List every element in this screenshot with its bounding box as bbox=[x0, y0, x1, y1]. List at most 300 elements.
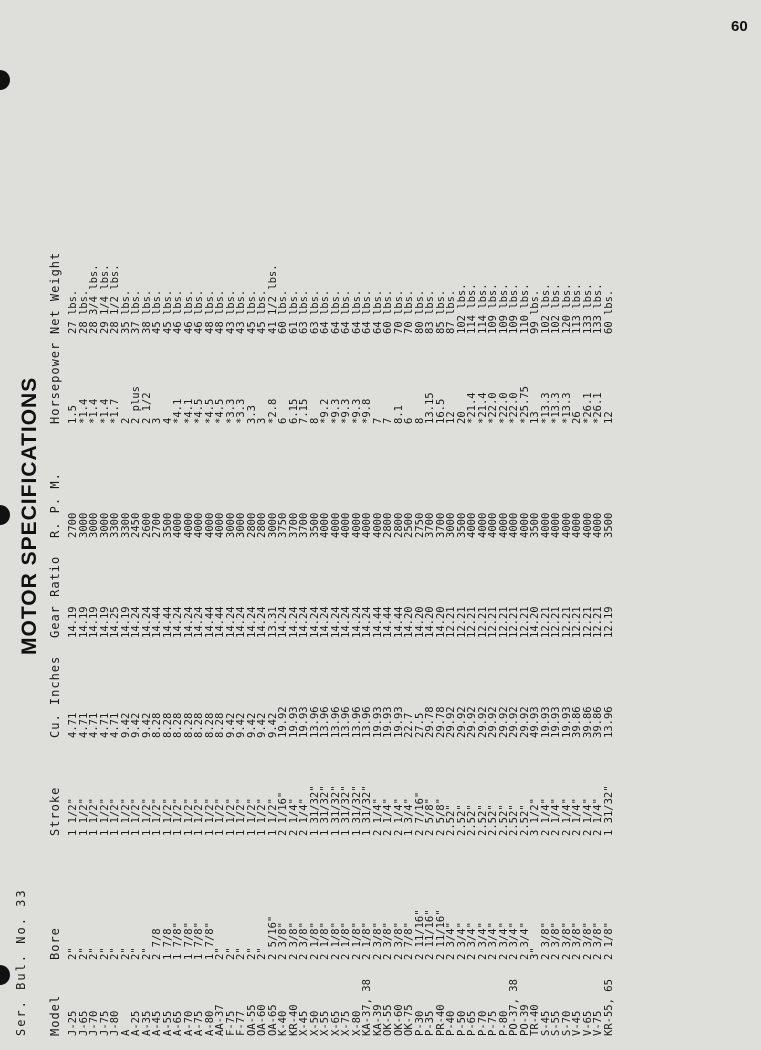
cell-bore: 2" bbox=[214, 947, 226, 960]
cell-rpm: 2700 bbox=[151, 512, 163, 538]
cell-stroke: 2.52" bbox=[476, 804, 489, 836]
cell-net-weight: 102 lbs. bbox=[539, 283, 552, 334]
cell-cu-inches: 19.93 bbox=[550, 706, 562, 738]
cell-bore: 2 3/8" bbox=[550, 922, 562, 960]
table-row bbox=[446, 224, 457, 1036]
cell-model: J-25 bbox=[67, 1010, 79, 1036]
cell-gear-ratio: 12.21 bbox=[592, 606, 604, 638]
cell-rpm: 4000 bbox=[508, 512, 520, 538]
cell-model: OA-65 bbox=[266, 1004, 279, 1036]
cell-cu-inches: 9.42 bbox=[119, 712, 132, 738]
cell-horsepower: *26.1 bbox=[592, 392, 604, 424]
table-row bbox=[257, 224, 268, 1036]
cell-horsepower: *22.0 bbox=[508, 392, 520, 424]
cell-cu-inches: 19.93 bbox=[298, 706, 310, 738]
cell-stroke: 1 1/2" bbox=[119, 798, 132, 836]
column-header-bore: Bore bbox=[48, 927, 62, 960]
cell-gear-ratio: 14.24 bbox=[130, 606, 142, 638]
cell-cu-inches: 4.71 bbox=[88, 712, 100, 738]
cell-model: AA-37 bbox=[214, 1004, 226, 1036]
cell-model: X-50 bbox=[308, 1010, 321, 1036]
cell-horsepower: 4 bbox=[161, 417, 174, 424]
cell-bore: 2 3/8" bbox=[371, 922, 384, 960]
cell-net-weight: 41 1/2 lbs. bbox=[266, 264, 279, 334]
cell-horsepower: 7 bbox=[382, 417, 394, 424]
cell-net-weight: 46 lbs. bbox=[172, 289, 184, 334]
cell-bore: 2 1/8" bbox=[340, 922, 352, 960]
cell-stroke: 1 1/2" bbox=[77, 798, 90, 836]
cell-cu-inches: 29.92 bbox=[508, 706, 520, 738]
cell-rpm: 4000 bbox=[361, 512, 373, 538]
cell-cu-inches: 9.42 bbox=[224, 712, 237, 738]
cell-bore: 2 3/4" bbox=[497, 922, 510, 960]
cell-stroke: 1 31/32" bbox=[361, 785, 373, 836]
cell-net-weight: 70 lbs. bbox=[392, 289, 405, 334]
table-body bbox=[68, 224, 614, 1036]
cell-gear-ratio: 14.24 bbox=[277, 606, 289, 638]
cell-gear-ratio: 14.19 bbox=[88, 606, 100, 638]
cell-stroke: 2 1/4" bbox=[571, 798, 583, 836]
cell-stroke: 1 1/2" bbox=[235, 798, 247, 836]
cell-model: K-40 bbox=[277, 1010, 289, 1036]
cell-gear-ratio: 14.44 bbox=[371, 606, 384, 638]
cell-rpm: 4000 bbox=[497, 512, 510, 538]
cell-model: A-35 bbox=[140, 1010, 153, 1036]
cell-cu-inches: 8.28 bbox=[151, 712, 163, 738]
cell-rpm: 4000 bbox=[350, 512, 363, 538]
cell-cu-inches: 4.71 bbox=[109, 712, 121, 738]
cell-model: OK-55 bbox=[382, 1004, 394, 1036]
cell-cu-inches: 13.96 bbox=[329, 706, 342, 738]
cell-net-weight: 109 lbs. bbox=[497, 283, 510, 334]
column-header-stroke: Stroke bbox=[48, 786, 62, 836]
cell-model: OA-60 bbox=[256, 1004, 268, 1036]
cell-horsepower: 6 bbox=[277, 417, 289, 424]
cell-horsepower: *1.4 bbox=[98, 398, 111, 424]
cell-gear-ratio: 14.44 bbox=[392, 606, 405, 638]
cell-net-weight: 35 lbs. bbox=[119, 289, 132, 334]
cell-net-weight: 109 lbs. bbox=[487, 283, 499, 334]
cell-stroke: 2 5/8" bbox=[424, 798, 436, 836]
cell-gear-ratio: 12.21 bbox=[497, 606, 510, 638]
cell-rpm: 3500 bbox=[529, 512, 541, 538]
cell-bore: 2 3/4" bbox=[455, 922, 468, 960]
cell-model: OK-75 bbox=[403, 1004, 415, 1036]
cell-stroke: 1 31/32" bbox=[350, 785, 363, 836]
cell-horsepower: *22.0 bbox=[487, 392, 499, 424]
cell-horsepower: 12 bbox=[602, 411, 615, 424]
cell-horsepower: 8 bbox=[413, 417, 426, 424]
cell-horsepower: 7.15 bbox=[298, 398, 310, 424]
cell-gear-ratio: 12.21 bbox=[476, 606, 489, 638]
cell-horsepower: *4.1 bbox=[182, 398, 195, 424]
cell-cu-inches: 9.42 bbox=[256, 712, 268, 738]
cell-net-weight: 110 lbs. bbox=[518, 283, 531, 334]
cell-cu-inches: 4.71 bbox=[77, 712, 90, 738]
cell-gear-ratio: 14.44 bbox=[161, 606, 174, 638]
table-row bbox=[131, 224, 142, 1036]
cell-model: F-77 bbox=[235, 1010, 247, 1036]
cell-bore: 2 3/8" bbox=[539, 922, 552, 960]
cell-cu-inches: 19.93 bbox=[287, 706, 300, 738]
cell-gear-ratio: 12.21 bbox=[550, 606, 562, 638]
cell-horsepower: *9.2 bbox=[319, 398, 331, 424]
cell-gear-ratio: 14.24 bbox=[172, 606, 184, 638]
cell-bore: 2" bbox=[245, 947, 258, 960]
cell-horsepower: 26 bbox=[571, 411, 583, 424]
cell-gear-ratio: 12.21 bbox=[571, 606, 583, 638]
table-row bbox=[488, 224, 499, 1036]
cell-horsepower: 13 bbox=[529, 411, 541, 424]
cell-rpm: 2800 bbox=[256, 512, 268, 538]
cell-net-weight: 64 lbs. bbox=[340, 289, 352, 334]
cell-horsepower: 8 bbox=[308, 417, 321, 424]
cell-stroke: 1 1/2" bbox=[224, 798, 237, 836]
cell-gear-ratio: 12.21 bbox=[487, 606, 499, 638]
cell-rpm: 3750 bbox=[277, 512, 289, 538]
cell-rpm: 3000 bbox=[445, 512, 457, 538]
table-row bbox=[425, 224, 436, 1036]
cell-stroke: 2 1/4" bbox=[560, 798, 573, 836]
table-row bbox=[278, 224, 289, 1036]
cell-net-weight: 109 lbs. bbox=[508, 283, 520, 334]
cell-rpm: 4000 bbox=[193, 512, 205, 538]
cell-gear-ratio: 14.24 bbox=[224, 606, 237, 638]
cell-gear-ratio: 14.44 bbox=[382, 606, 394, 638]
cell-rpm: 3500 bbox=[455, 512, 468, 538]
cell-bore: 2 1/8" bbox=[319, 922, 331, 960]
cell-gear-ratio: 12.21 bbox=[560, 606, 573, 638]
cell-bore: 1 7/8" bbox=[193, 922, 205, 960]
column-header-gear-ratio: Gear Ratio bbox=[48, 555, 62, 638]
cell-rpm: 4000 bbox=[571, 512, 583, 538]
cell-net-weight: 46 lbs. bbox=[193, 289, 205, 334]
cell-horsepower: 16.5 bbox=[434, 398, 447, 424]
cell-stroke: 2.52" bbox=[445, 804, 457, 836]
cell-horsepower: 6.15 bbox=[287, 398, 300, 424]
cell-model: A-75 bbox=[193, 1010, 205, 1036]
cell-stroke: 1 1/2" bbox=[256, 798, 268, 836]
cell-cu-inches: 22.7 bbox=[403, 712, 415, 738]
cell-bore: 2" bbox=[256, 947, 268, 960]
cell-rpm: 3500 bbox=[308, 512, 321, 538]
cell-model: A-55 bbox=[161, 1010, 174, 1036]
cell-stroke: 2 5/8" bbox=[434, 798, 447, 836]
cell-horsepower: *3.3 bbox=[224, 398, 237, 424]
cell-bore: 2 3/8" bbox=[287, 922, 300, 960]
cell-rpm: 3000 bbox=[98, 512, 111, 538]
cell-net-weight: 63 lbs. bbox=[298, 289, 310, 334]
cell-net-weight: 133 lbs. bbox=[581, 283, 594, 334]
cell-bore: 2" bbox=[98, 947, 111, 960]
cell-gear-ratio: 14.44 bbox=[151, 606, 163, 638]
cell-gear-ratio: 14.19 bbox=[77, 606, 90, 638]
cell-rpm: 3000 bbox=[235, 512, 247, 538]
cell-bore: 2 1/8" bbox=[602, 922, 615, 960]
cell-stroke: 2 1/4" bbox=[581, 798, 594, 836]
table-row bbox=[572, 224, 583, 1036]
cell-gear-ratio: 14.20 bbox=[403, 606, 415, 638]
cell-gear-ratio: 12.21 bbox=[581, 606, 594, 638]
cell-bore: 2 3/8" bbox=[560, 922, 573, 960]
cell-model: A-45 bbox=[151, 1010, 163, 1036]
cell-rpm: 4000 bbox=[340, 512, 352, 538]
cell-cu-inches: 8.28 bbox=[193, 712, 205, 738]
cell-rpm: 4000 bbox=[550, 512, 562, 538]
cell-gear-ratio: 12.21 bbox=[445, 606, 457, 638]
cell-cu-inches: 39.86 bbox=[581, 706, 594, 738]
cell-stroke: 2.52" bbox=[455, 804, 468, 836]
cell-cu-inches: 39.86 bbox=[571, 706, 583, 738]
cell-net-weight: 60 lbs. bbox=[277, 289, 289, 334]
cell-rpm: 4000 bbox=[539, 512, 552, 538]
table-row bbox=[320, 224, 331, 1036]
cell-cu-inches: 8.28 bbox=[172, 712, 184, 738]
cell-cu-inches: 4.71 bbox=[98, 712, 111, 738]
cell-gear-ratio: 14.24 bbox=[329, 606, 342, 638]
cell-model: TR-40 bbox=[529, 1004, 541, 1036]
table-header-row bbox=[48, 224, 68, 1036]
cell-net-weight: 113 lbs. bbox=[571, 283, 583, 334]
cell-cu-inches: 29.78 bbox=[434, 706, 447, 738]
cell-cu-inches: 9.42 bbox=[235, 712, 247, 738]
cell-cu-inches: 39.86 bbox=[592, 706, 604, 738]
cell-model: P-65 bbox=[466, 1010, 478, 1036]
cell-stroke: 1 1/2" bbox=[98, 798, 111, 836]
table-row bbox=[509, 224, 520, 1036]
cell-rpm: 3300 bbox=[109, 512, 121, 538]
cell-horsepower: 8.1 bbox=[392, 405, 405, 424]
cell-model: J-80 bbox=[109, 1010, 121, 1036]
cell-model: S-70 bbox=[560, 1010, 573, 1036]
cell-net-weight: 70 lbs. bbox=[403, 289, 415, 334]
cell-net-weight: 64 lbs. bbox=[319, 289, 331, 334]
table-row bbox=[89, 224, 100, 1036]
cell-model: OK-60 bbox=[392, 1004, 405, 1036]
cell-rpm: 3000 bbox=[77, 512, 90, 538]
cell-cu-inches: 19.93 bbox=[392, 706, 405, 738]
cell-gear-ratio: 14.24 bbox=[308, 606, 321, 638]
cell-rpm: 4000 bbox=[214, 512, 226, 538]
page-number: 60 bbox=[731, 18, 748, 35]
cell-bore: 2 1/8" bbox=[329, 922, 342, 960]
cell-model: J-75 bbox=[98, 1010, 111, 1036]
cell-bore: 1 7/8 bbox=[161, 928, 174, 960]
cell-cu-inches: 29.92 bbox=[518, 706, 531, 738]
cell-rpm: 4000 bbox=[581, 512, 594, 538]
cell-rpm: 3500 bbox=[161, 512, 174, 538]
cell-model: J-65 bbox=[77, 1010, 90, 1036]
cell-net-weight: 48 lbs. bbox=[214, 289, 226, 334]
cell-net-weight: 114 lbs. bbox=[466, 283, 478, 334]
cell-bore: 2" bbox=[88, 947, 100, 960]
cell-model: P-40 bbox=[445, 1010, 457, 1036]
cell-rpm: 3000 bbox=[266, 512, 279, 538]
cell-bore: 2 11/16" bbox=[424, 909, 436, 960]
cell-cu-inches: 8.28 bbox=[214, 712, 226, 738]
cell-gear-ratio: 14.19 bbox=[119, 606, 132, 638]
cell-model: X-65 bbox=[329, 1010, 342, 1036]
cell-model: P-70 bbox=[476, 1010, 489, 1036]
cell-net-weight: 28 1/2 lbs. bbox=[109, 264, 121, 334]
cell-bore: 2 3/4" bbox=[466, 922, 478, 960]
cell-model: PO-37, 38 bbox=[508, 979, 520, 1036]
cell-cu-inches: 19.93 bbox=[560, 706, 573, 738]
cell-horsepower: *4.5 bbox=[214, 398, 226, 424]
column-header-horsepower: Horsepower bbox=[48, 341, 62, 424]
table-row bbox=[593, 224, 604, 1036]
cell-cu-inches: 19.93 bbox=[371, 706, 384, 738]
cell-cu-inches: 9.42 bbox=[130, 712, 142, 738]
cell-net-weight: 102 lbs. bbox=[550, 283, 562, 334]
cell-horsepower: *9.8 bbox=[361, 398, 373, 424]
cell-net-weight: 45 lbs. bbox=[151, 289, 163, 334]
cell-cu-inches: 29.92 bbox=[497, 706, 510, 738]
cell-stroke: 2.52" bbox=[466, 804, 478, 836]
cell-horsepower: *9.3 bbox=[329, 398, 342, 424]
cell-cu-inches: 29.92 bbox=[455, 706, 468, 738]
table-row bbox=[299, 224, 310, 1036]
cell-stroke: 1 1/2" bbox=[88, 798, 100, 836]
table-row bbox=[152, 224, 163, 1036]
cell-bore: 2" bbox=[77, 947, 90, 960]
table-row bbox=[110, 224, 121, 1036]
cell-model: P-50 bbox=[455, 1010, 468, 1036]
cell-rpm: 3700 bbox=[287, 512, 300, 538]
cell-model: PO-39 bbox=[518, 1004, 531, 1036]
cell-stroke: 2 1/4" bbox=[392, 798, 405, 836]
cell-horsepower: *9.3 bbox=[340, 398, 352, 424]
cell-stroke: 1 1/2" bbox=[67, 798, 79, 836]
cell-gear-ratio: 14.20 bbox=[434, 606, 447, 638]
cell-cu-inches: 13.96 bbox=[308, 706, 321, 738]
column-header-net-weight: Net Weight bbox=[48, 251, 62, 334]
cell-horsepower: *9.3 bbox=[350, 398, 363, 424]
cell-gear-ratio: 14.24 bbox=[319, 606, 331, 638]
cell-cu-inches: 13.96 bbox=[350, 706, 363, 738]
cell-stroke: 1 3/4" bbox=[403, 798, 415, 836]
cell-stroke: 2 1/4" bbox=[539, 798, 552, 836]
cell-model: A-80 bbox=[203, 1010, 216, 1036]
cell-net-weight: 64 lbs. bbox=[371, 289, 384, 334]
cell-stroke: 1 31/32" bbox=[308, 785, 321, 836]
cell-model: V-75 bbox=[592, 1010, 604, 1036]
column-header-rpm: R. P. M. bbox=[48, 472, 62, 538]
cell-bore: 2 3/8" bbox=[392, 922, 405, 960]
cell-horsepower: 13.15 bbox=[424, 392, 436, 424]
cell-model: J-70 bbox=[88, 1010, 100, 1036]
cell-rpm: 4000 bbox=[466, 512, 478, 538]
cell-bore: 2 3/8" bbox=[277, 922, 289, 960]
cell-rpm: 4000 bbox=[518, 512, 531, 538]
cell-bore: 2 3/8" bbox=[592, 922, 604, 960]
cell-model: X-80 bbox=[350, 1010, 363, 1036]
table-row bbox=[194, 224, 205, 1036]
cell-stroke: 2.52" bbox=[518, 804, 531, 836]
cell-cu-inches: 8.28 bbox=[182, 712, 195, 738]
table-row bbox=[236, 224, 247, 1036]
cell-gear-ratio: 12.21 bbox=[518, 606, 531, 638]
cell-cu-inches: 49.93 bbox=[529, 706, 541, 738]
cell-cu-inches: 4.71 bbox=[67, 712, 79, 738]
cell-bore: 2 5/16" bbox=[266, 915, 279, 960]
cell-horsepower: *26.1 bbox=[581, 392, 594, 424]
cell-horsepower: *4.5 bbox=[193, 398, 205, 424]
cell-stroke: 2 1/4" bbox=[371, 798, 384, 836]
cell-rpm: 2750 bbox=[413, 512, 426, 538]
cell-cu-inches: 29.92 bbox=[476, 706, 489, 738]
cell-model: X-75 bbox=[340, 1010, 352, 1036]
cell-horsepower: *1.7 bbox=[109, 398, 121, 424]
cell-horsepower: 3 bbox=[151, 417, 163, 424]
cell-bore: 2" bbox=[119, 947, 132, 960]
cell-model: P-80 bbox=[497, 1010, 510, 1036]
cell-gear-ratio: 12.21 bbox=[539, 606, 552, 638]
cell-net-weight: 60 lbs. bbox=[602, 289, 615, 334]
cell-rpm: 3700 bbox=[434, 512, 447, 538]
cell-bore: 2 1/8" bbox=[308, 922, 321, 960]
cell-cu-inches: 29.78 bbox=[424, 706, 436, 738]
cell-gear-ratio: 14.20 bbox=[529, 606, 541, 638]
cell-bore: 2" bbox=[130, 947, 142, 960]
cell-rpm: 3300 bbox=[119, 512, 132, 538]
cell-horsepower: *22.0 bbox=[497, 392, 510, 424]
cell-net-weight: 43 lbs. bbox=[224, 289, 237, 334]
cell-stroke: 2 1/4" bbox=[298, 798, 310, 836]
motor-spec-table bbox=[48, 224, 614, 1036]
cell-stroke: 2.52" bbox=[497, 804, 510, 836]
cell-net-weight: 37 lbs. bbox=[130, 289, 142, 334]
cell-gear-ratio: 12.19 bbox=[602, 606, 615, 638]
table-row bbox=[530, 224, 541, 1036]
cell-gear-ratio: 14.24 bbox=[182, 606, 195, 638]
cell-model: KR-55, 65 bbox=[602, 979, 615, 1036]
table-row bbox=[341, 224, 352, 1036]
cell-net-weight: 114 lbs. bbox=[476, 283, 489, 334]
cell-horsepower: 12 bbox=[445, 411, 457, 424]
cell-horsepower: 3.3 bbox=[245, 405, 258, 424]
cell-rpm: 3700 bbox=[298, 512, 310, 538]
column-header-cu-inches: Cu. Inches bbox=[48, 655, 62, 738]
cell-bore: 2 1/8" bbox=[350, 922, 363, 960]
cell-net-weight: 120 lbs. bbox=[560, 283, 573, 334]
cell-cu-inches: 29.92 bbox=[466, 706, 478, 738]
table-row bbox=[362, 224, 373, 1036]
cell-stroke: 1 31/32" bbox=[602, 785, 615, 836]
cell-rpm: 3000 bbox=[224, 512, 237, 538]
table-row bbox=[215, 224, 226, 1036]
cell-gear-ratio: 14.24 bbox=[361, 606, 373, 638]
column-header-model: Model bbox=[48, 994, 62, 1036]
cell-model: S-45 bbox=[539, 1010, 552, 1036]
cell-net-weight: 63 lbs. bbox=[308, 289, 321, 334]
cell-net-weight: 46 lbs. bbox=[182, 289, 195, 334]
cell-bore: 2 7/8" bbox=[403, 922, 415, 960]
cell-gear-ratio: 14.44 bbox=[214, 606, 226, 638]
cell-stroke: 1 1/2" bbox=[130, 798, 142, 836]
cell-bore: 2 3/4" bbox=[508, 922, 520, 960]
cell-net-weight: 28 3/4 lbs. bbox=[88, 264, 100, 334]
cell-stroke: 1 1/2" bbox=[214, 798, 226, 836]
cell-bore: 2 3/4" bbox=[476, 922, 489, 960]
cell-stroke: 2 1/4" bbox=[550, 798, 562, 836]
cell-stroke: 2 7/16" bbox=[413, 791, 426, 836]
cell-bore: 3" bbox=[529, 947, 541, 960]
cell-model: X-55 bbox=[319, 1010, 331, 1036]
cell-rpm: 4000 bbox=[319, 512, 331, 538]
cell-bore: 2" bbox=[109, 947, 121, 960]
cell-bore: 2 1/8" bbox=[361, 922, 373, 960]
